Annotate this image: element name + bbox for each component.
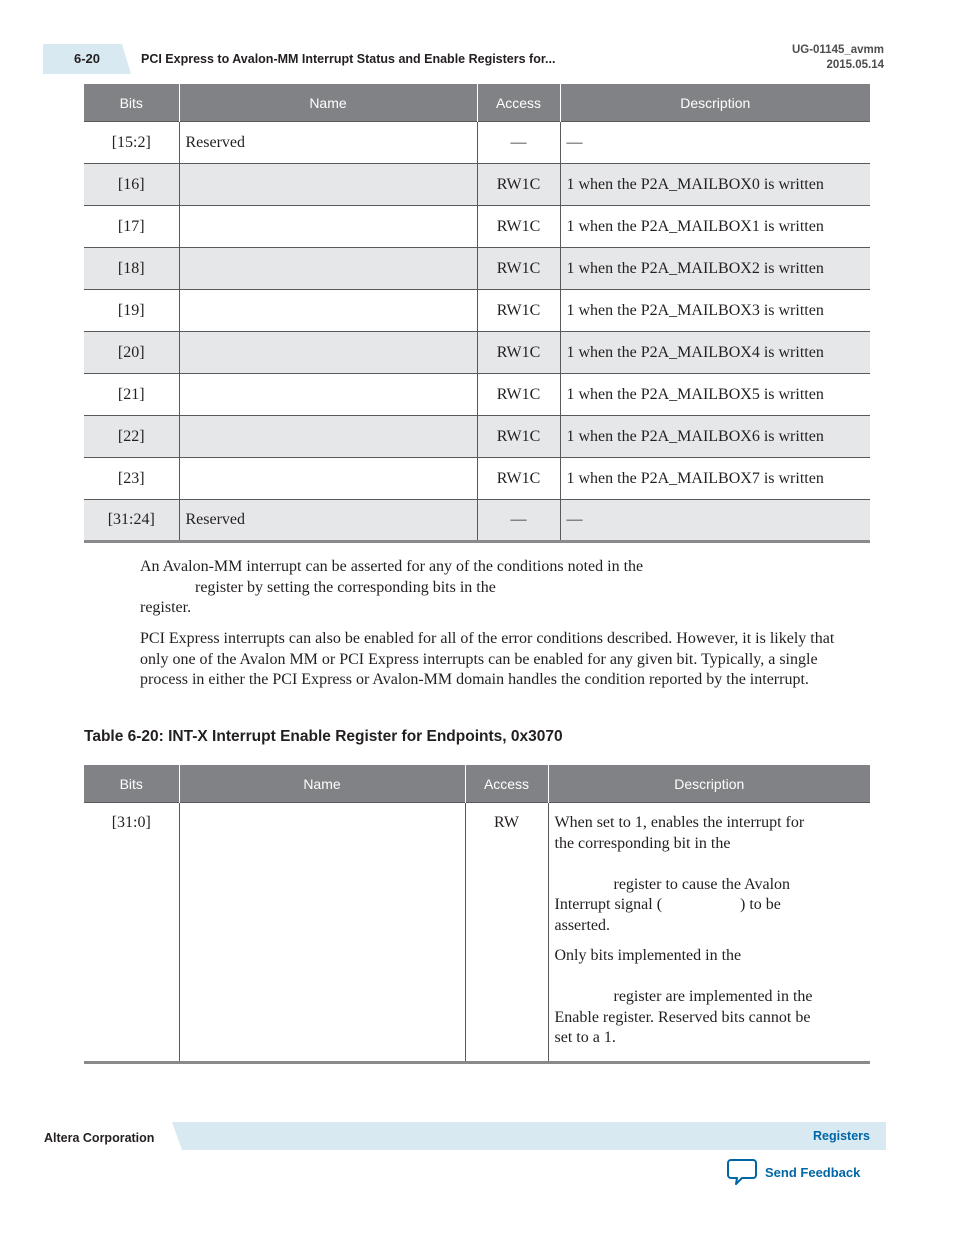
description-line xyxy=(555,895,865,916)
footer-section-link[interactable]: Registers xyxy=(813,1129,870,1143)
cell-bits: [15:2] xyxy=(84,122,179,164)
paragraph-line: An Avalon-MM interrupt can be asserted for any of the conditions noted in the xyxy=(140,558,644,575)
document-date: 2015.05.14 xyxy=(826,59,884,71)
table-caption: Table 6-20: INT-X Interrupt Enable Register for Endpoints, 0x3070 xyxy=(84,728,563,745)
cell-description: 1 when the P2A_MAILBOX6 is written xyxy=(560,416,870,458)
cell-bits: [31:24] xyxy=(84,500,179,542)
document-id: UG-01145_avmm xyxy=(791,44,884,56)
column-header-name: Name xyxy=(179,765,465,803)
cell-description: 1 when the P2A_MAILBOX4 is written xyxy=(560,332,870,374)
column-header-bits: Bits xyxy=(84,84,179,122)
description-line: set to a 1. xyxy=(554,1029,616,1046)
cell-access: — xyxy=(477,500,560,542)
cell-name xyxy=(179,416,477,458)
paragraph-line: register by setting the corresponding bits in the xyxy=(195,578,496,596)
cell-bits: [16] xyxy=(84,164,179,206)
cell-access: RW1C xyxy=(477,206,560,248)
cell-description: — xyxy=(560,500,870,542)
table-header-row xyxy=(84,84,870,122)
cell-description: 1 when the P2A_MAILBOX0 is written xyxy=(560,164,870,206)
cell-access: RW1C xyxy=(477,416,560,458)
table-row xyxy=(84,290,870,332)
description-line: Enable register. Reserved bits cannot be xyxy=(554,1008,811,1026)
table-row xyxy=(84,164,870,206)
table-header-row xyxy=(84,765,870,803)
cell-access: RW1C xyxy=(477,290,560,332)
column-header-access: Access xyxy=(465,765,548,803)
cell-bits: [21] xyxy=(84,374,179,416)
description-line: the corresponding bit in the xyxy=(554,834,731,852)
table-row xyxy=(84,458,870,500)
cell-bits: [31:0] xyxy=(84,803,179,1063)
cell-description: 1 when the P2A_MAILBOX3 is written xyxy=(560,290,870,332)
interrupt-enable-table xyxy=(84,765,870,1064)
table-row xyxy=(84,248,870,290)
description-paragraph xyxy=(555,946,865,1049)
footer-corporation: Altera Corporation xyxy=(44,1131,155,1145)
cell-access: — xyxy=(477,122,560,164)
description-line: When set to 1, enables the interrupt for xyxy=(554,814,805,831)
description-fragment: ) to be xyxy=(740,896,781,913)
table-row xyxy=(84,122,870,164)
send-feedback-link[interactable] xyxy=(727,1158,860,1186)
paragraph-line: register. xyxy=(140,599,192,616)
column-header-description: Description xyxy=(548,765,870,803)
table-row xyxy=(84,332,870,374)
cell-access: RW xyxy=(465,803,548,1063)
paragraph-pcie-interrupts: PCI Express interrupts can also be enabled for all of the error conditions described. However, it is likely that only one of the Avalon MM or PCI Express interrupts can be enabled for any given bit. Typically, a single process in either the PCI Express or Avalon-MM domain handles the condition reported by the interrupt. xyxy=(140,630,835,688)
cell-name xyxy=(179,458,477,500)
table-row xyxy=(84,416,870,458)
cell-bits: [20] xyxy=(84,332,179,374)
description-line: asserted. xyxy=(554,916,611,934)
running-header-title: PCI Express to Avalon-MM Interrupt Status and Enable Registers for... xyxy=(141,52,556,66)
page-number: 6-20 xyxy=(74,51,101,66)
cell-name xyxy=(179,206,477,248)
document-id-block xyxy=(792,43,884,73)
cell-name xyxy=(179,164,477,206)
cell-access: RW1C xyxy=(477,332,560,374)
description-blank-line xyxy=(555,967,865,988)
send-feedback-label: Send Feedback xyxy=(765,1164,861,1180)
cell-bits: [19] xyxy=(84,290,179,332)
cell-access: RW1C xyxy=(477,458,560,500)
paragraph-interrupt-assert xyxy=(140,557,860,619)
cell-bits: [23] xyxy=(84,458,179,500)
cell-description: 1 when the P2A_MAILBOX5 is written xyxy=(560,374,870,416)
cell-description xyxy=(548,803,870,1063)
description-paragraph xyxy=(555,813,865,936)
cell-description: — xyxy=(560,122,870,164)
cell-name xyxy=(179,374,477,416)
cell-access: RW1C xyxy=(477,164,560,206)
cell-name xyxy=(179,248,477,290)
description-line: Only bits implemented in the xyxy=(554,947,742,964)
column-header-name: Name xyxy=(179,84,477,122)
cell-description: 1 when the P2A_MAILBOX1 is written xyxy=(560,206,870,248)
description-blank-line xyxy=(555,854,865,875)
cell-name xyxy=(179,803,465,1063)
speech-bubble-icon xyxy=(727,1158,757,1186)
interrupt-status-table xyxy=(84,84,870,543)
cell-access: RW1C xyxy=(477,374,560,416)
cell-name: Reserved xyxy=(179,122,477,164)
cell-name: Reserved xyxy=(179,500,477,542)
table-row xyxy=(84,803,870,1063)
cell-description: 1 when the P2A_MAILBOX7 is written xyxy=(560,458,870,500)
column-header-access: Access xyxy=(477,84,560,122)
cell-bits: [22] xyxy=(84,416,179,458)
table-row xyxy=(84,500,870,542)
column-header-bits: Bits xyxy=(84,765,179,803)
cell-name xyxy=(179,290,477,332)
description-line: register to cause the Avalon xyxy=(613,875,791,893)
cell-name xyxy=(179,332,477,374)
cell-bits: [18] xyxy=(84,248,179,290)
table-row xyxy=(84,206,870,248)
column-header-description: Description xyxy=(560,84,870,122)
footer-band xyxy=(172,1122,886,1150)
cell-description: 1 when the P2A_MAILBOX2 is written xyxy=(560,248,870,290)
cell-bits: [17] xyxy=(84,206,179,248)
table-row xyxy=(84,374,870,416)
description-fragment: Interrupt signal ( xyxy=(554,896,663,913)
description-line: register are implemented in the xyxy=(613,988,813,1005)
cell-access: RW1C xyxy=(477,248,560,290)
